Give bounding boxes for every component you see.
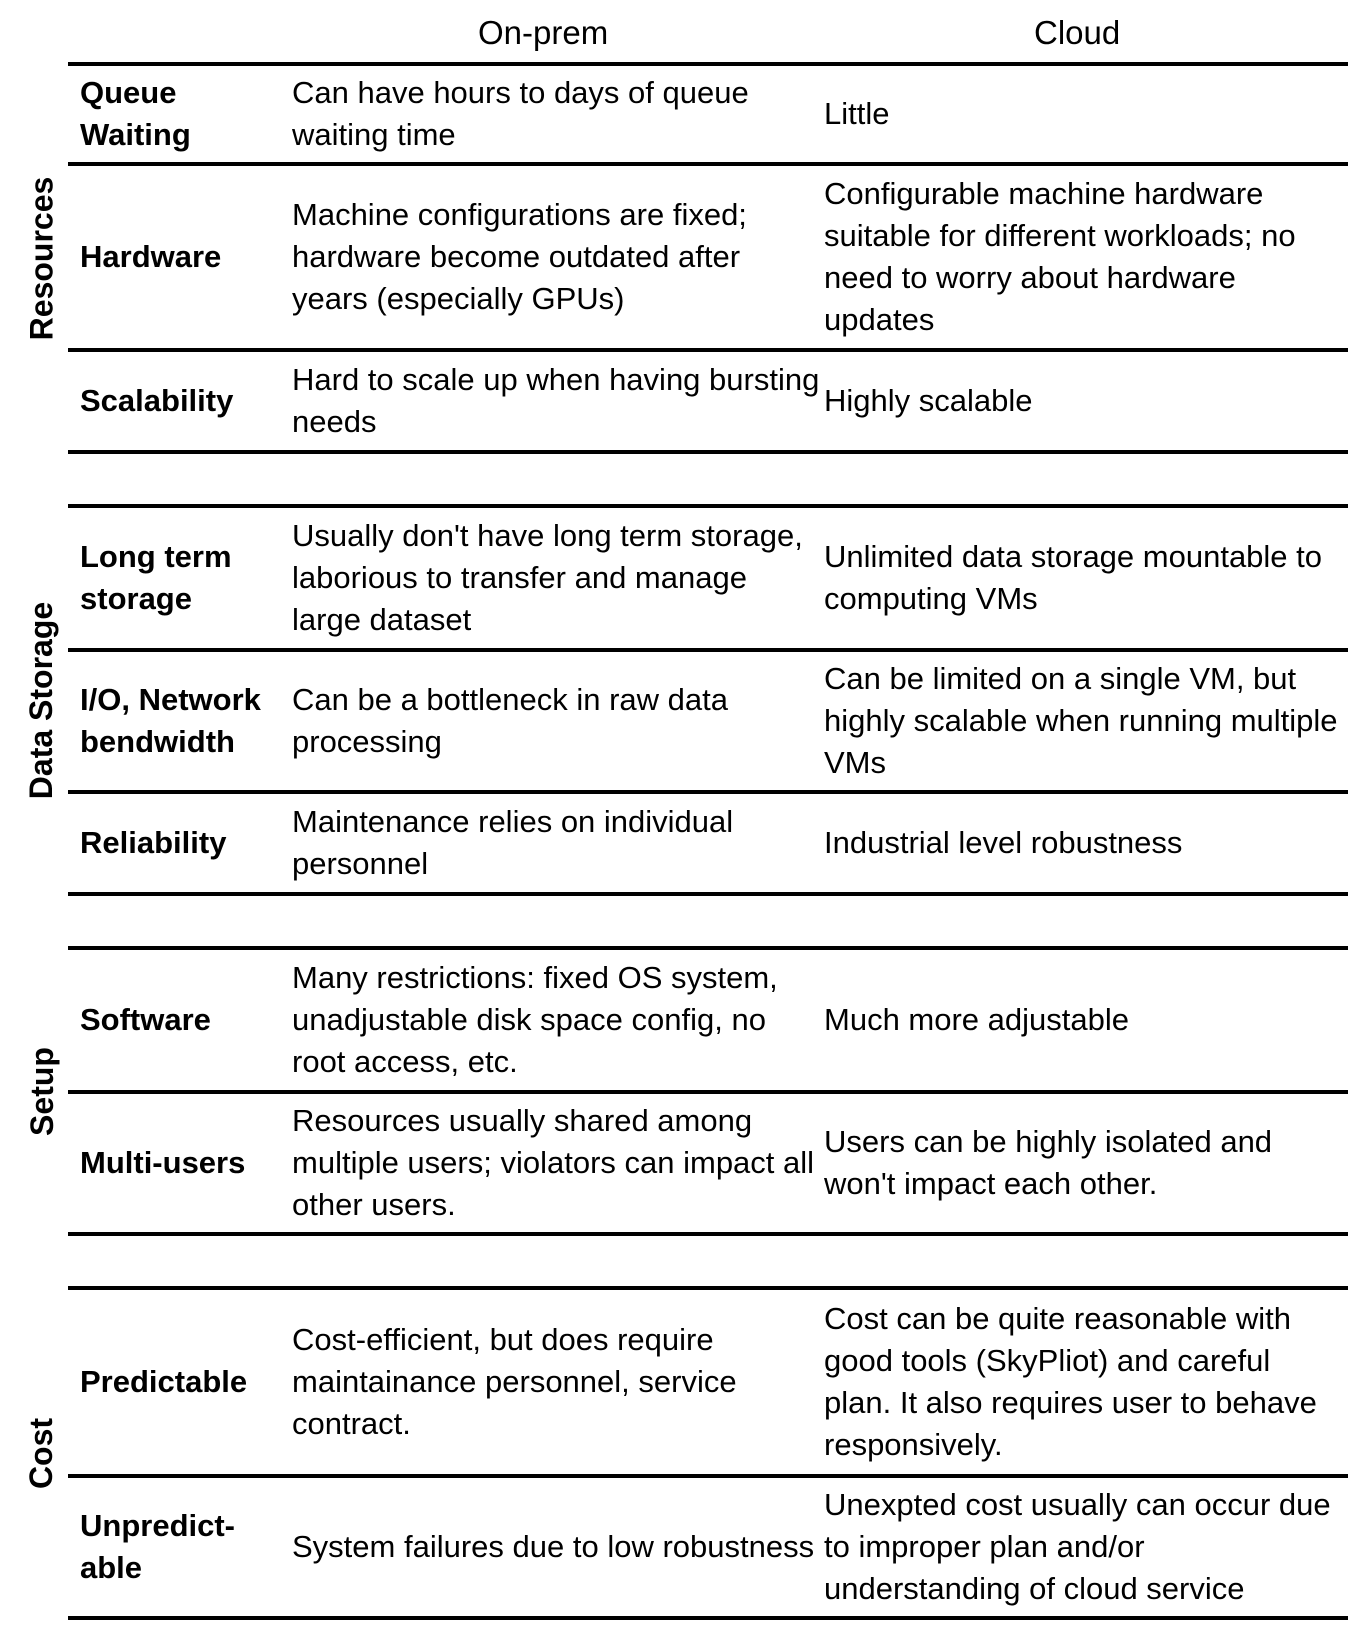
group-label-cost: Cost [23, 1417, 60, 1489]
row-cloud: Unlimited data storage mountable to computing VMs [824, 539, 1323, 616]
row-onprem: Can have hours to days of queue waiting time [292, 75, 749, 152]
row-category: Long term storage [80, 539, 232, 616]
row-cloud: Configurable machine hardware suitable for different workloads; no need to worry about hardware updates [824, 176, 1296, 337]
rule [68, 1616, 1348, 1620]
row-cloud: Little [824, 96, 890, 131]
row-cloud: Unexpted cost usually can occur due to improper plan and/or understanding of cloud service [824, 1487, 1331, 1606]
row-category: Reliability [80, 825, 227, 860]
row-category: Predictable [80, 1364, 248, 1399]
row-cloud: Much more adjustable [824, 1002, 1129, 1037]
group-label-resources: Resources [23, 176, 60, 340]
row-category: Unpredict-able [80, 1508, 235, 1585]
row-cloud: Can be limited on a single VM, but highly scalable when running multiple VMs [824, 661, 1338, 780]
row-cloud: Industrial level robustness [824, 825, 1183, 860]
row-onprem: Many restrictions: fixed OS system, unadjustable disk space config, no root access, etc. [292, 960, 778, 1079]
rule [68, 450, 1348, 454]
row-onprem: Cost-efficient, but does require maintainance personnel, service contract. [292, 1322, 737, 1441]
row-onprem: Usually don't have long term storage, laborious to transfer and manage large dataset [292, 518, 803, 637]
column-header-onprem: On-prem [478, 14, 609, 51]
row-onprem: Can be a bottleneck in raw data processing [292, 682, 728, 759]
row-category: Hardware [80, 239, 222, 274]
row-category: I/O, Network bendwidth [80, 682, 261, 759]
row-onprem: Hard to scale up when having bursting needs [292, 362, 820, 439]
row-onprem: Machine configurations are fixed; hardware become outdated after years (especially GPUs) [292, 197, 747, 316]
row-category: Software [80, 1002, 211, 1037]
column-header-cloud: Cloud [1034, 14, 1121, 51]
row-cloud: Cost can be quite reasonable with good tools (SkyPliot) and careful plan. It also requires user to behave responsively. [824, 1301, 1317, 1462]
rule [68, 1232, 1348, 1236]
row-cloud: Highly scalable [824, 383, 1033, 418]
row-category: Scalability [80, 383, 234, 418]
group-label-data-storage: Data Storage [23, 601, 60, 799]
row-category: Multi-users [80, 1145, 246, 1180]
rule [68, 892, 1348, 896]
row-cloud: Users can be highly isolated and won't impact each other. [824, 1124, 1273, 1201]
row-onprem: Maintenance relies on individual personnel [292, 804, 734, 881]
row-onprem: System failures due to low robustness [292, 1529, 815, 1564]
row-category: Queue Waiting [80, 75, 191, 152]
row-onprem: Resources usually shared among multiple users; violators can impact all other users. [292, 1103, 815, 1222]
group-label-setup: Setup [23, 1046, 60, 1136]
